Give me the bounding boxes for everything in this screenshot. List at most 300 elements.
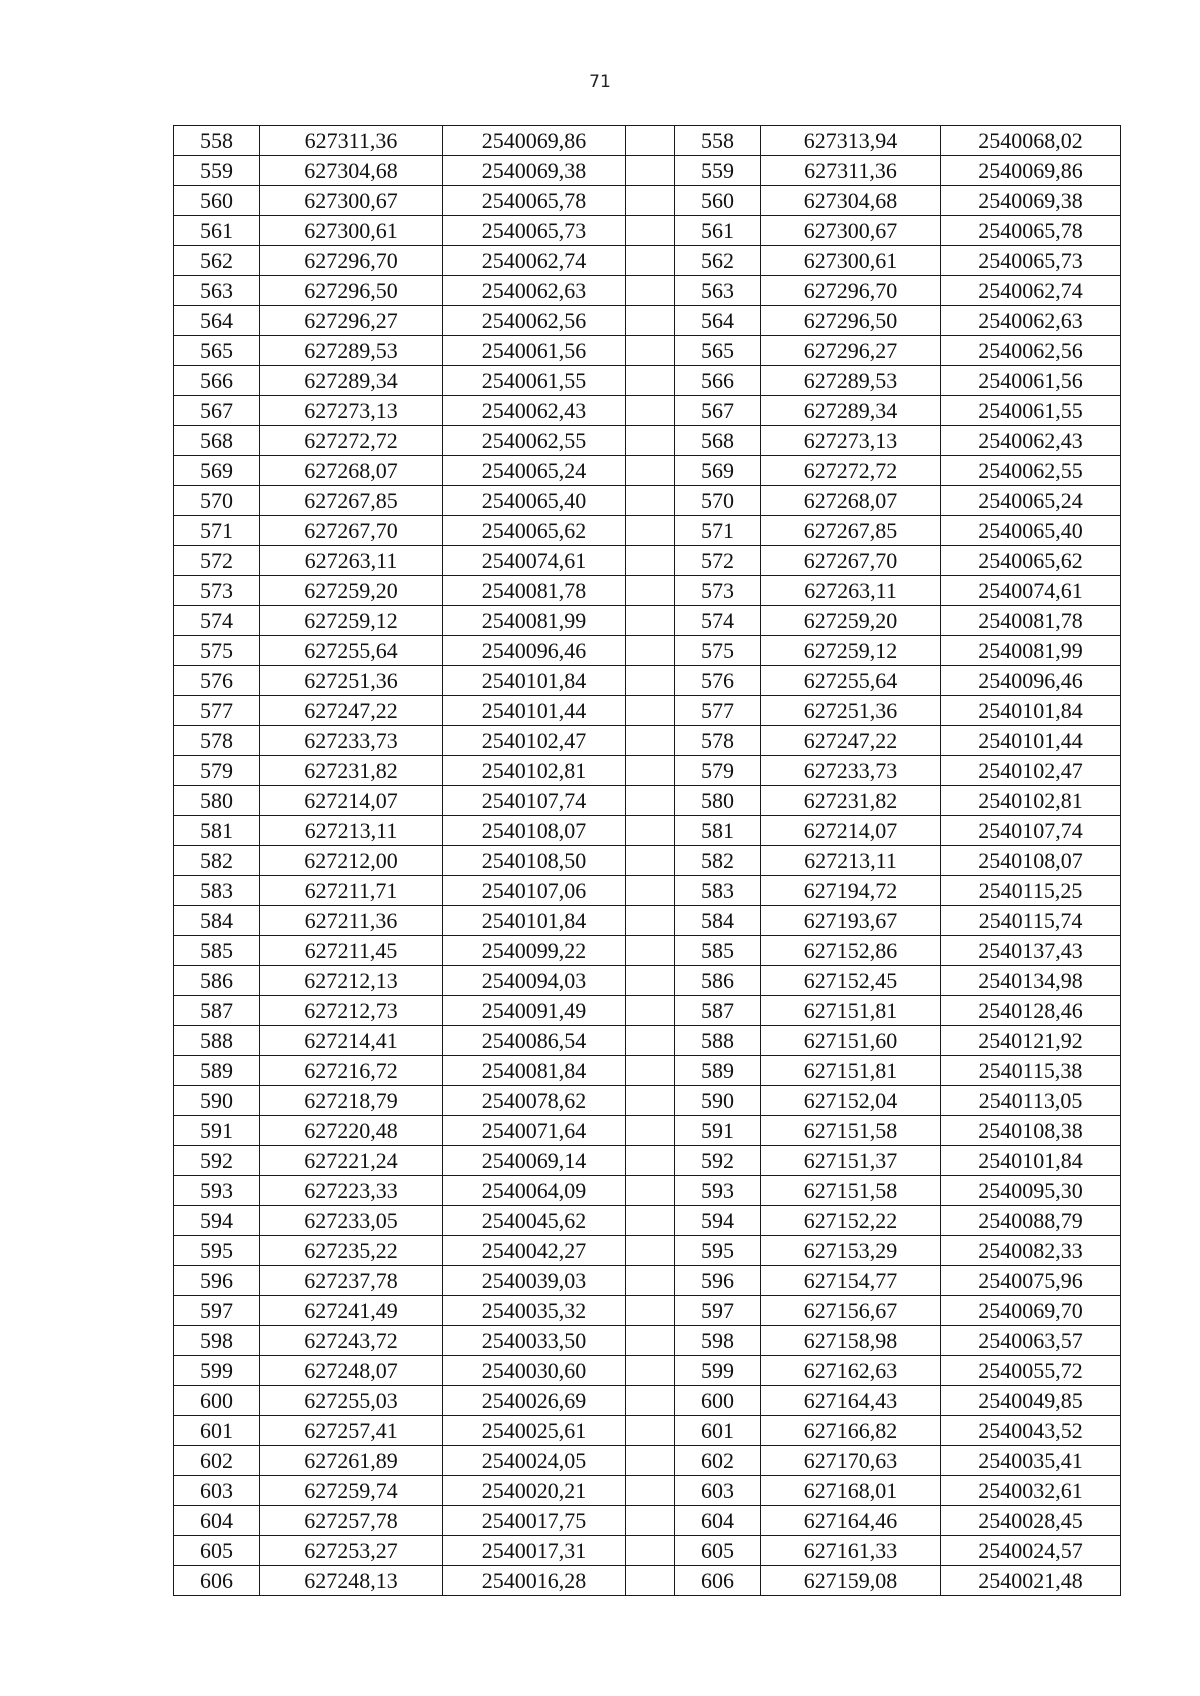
table-cell-x-coordinate: 627289,34 (761, 396, 941, 426)
table-cell-spacer-cell (626, 156, 675, 186)
table-cell-y-coordinate: 2540065,73 (941, 246, 1121, 276)
table-row (174, 786, 1121, 816)
table-cell-x-coordinate: 627152,04 (761, 1086, 941, 1116)
table-cell-y-coordinate: 2540082,33 (941, 1236, 1121, 1266)
table-cell-spacer-cell (626, 336, 675, 366)
table-cell-x-coordinate: 627159,08 (761, 1566, 941, 1596)
table-cell-point-number: 583 (675, 876, 761, 906)
table-row (174, 216, 1121, 246)
table-row (174, 1296, 1121, 1326)
table-cell-x-coordinate: 627300,67 (761, 216, 941, 246)
table-cell-x-coordinate: 627267,85 (260, 486, 443, 516)
table-cell-point-number: 581 (675, 816, 761, 846)
table-cell-y-coordinate: 2540108,50 (443, 846, 626, 876)
table-cell-y-coordinate: 2540043,52 (941, 1416, 1121, 1446)
table-cell-y-coordinate: 2540069,38 (941, 186, 1121, 216)
table-cell-point-number: 587 (675, 996, 761, 1026)
table-cell-point-number: 604 (675, 1506, 761, 1536)
table-cell-point-number: 603 (174, 1476, 260, 1506)
table-cell-spacer-cell (626, 906, 675, 936)
table-cell-y-coordinate: 2540062,55 (443, 426, 626, 456)
table-cell-y-coordinate: 2540102,47 (443, 726, 626, 756)
table-cell-x-coordinate: 627263,11 (260, 546, 443, 576)
table-cell-x-coordinate: 627156,67 (761, 1296, 941, 1326)
table-cell-y-coordinate: 2540042,27 (443, 1236, 626, 1266)
table-cell-x-coordinate: 627216,72 (260, 1056, 443, 1086)
table-cell-y-coordinate: 2540095,30 (941, 1176, 1121, 1206)
table-row (174, 846, 1121, 876)
table-cell-y-coordinate: 2540065,40 (941, 516, 1121, 546)
table-cell-x-coordinate: 627268,07 (260, 456, 443, 486)
table-cell-point-number: 602 (675, 1446, 761, 1476)
table-cell-y-coordinate: 2540081,78 (443, 576, 626, 606)
table-cell-point-number: 571 (675, 516, 761, 546)
table-cell-y-coordinate: 2540101,84 (443, 666, 626, 696)
table-cell-x-coordinate: 627233,05 (260, 1206, 443, 1236)
table-cell-point-number: 595 (675, 1236, 761, 1266)
table-cell-point-number: 576 (675, 666, 761, 696)
table-cell-y-coordinate: 2540115,74 (941, 906, 1121, 936)
table-cell-spacer-cell (626, 186, 675, 216)
table-cell-x-coordinate: 627300,61 (260, 216, 443, 246)
table-row (174, 486, 1121, 516)
table-cell-point-number: 591 (675, 1116, 761, 1146)
table-cell-x-coordinate: 627151,58 (761, 1116, 941, 1146)
table-cell-x-coordinate: 627164,43 (761, 1386, 941, 1416)
table-cell-point-number: 558 (675, 126, 761, 156)
table-cell-point-number: 585 (675, 936, 761, 966)
table-cell-x-coordinate: 627151,58 (761, 1176, 941, 1206)
table-cell-x-coordinate: 627289,53 (260, 336, 443, 366)
table-cell-x-coordinate: 627257,41 (260, 1416, 443, 1446)
table-cell-spacer-cell (626, 666, 675, 696)
table-row (174, 1476, 1121, 1506)
table-cell-spacer-cell (626, 516, 675, 546)
table-cell-point-number: 583 (174, 876, 260, 906)
table-cell-y-coordinate: 2540025,61 (443, 1416, 626, 1446)
table-cell-spacer-cell (626, 306, 675, 336)
table-row (174, 546, 1121, 576)
table-cell-y-coordinate: 2540068,02 (941, 126, 1121, 156)
table-cell-y-coordinate: 2540063,57 (941, 1326, 1121, 1356)
table-cell-point-number: 597 (675, 1296, 761, 1326)
table-cell-point-number: 559 (675, 156, 761, 186)
table-cell-x-coordinate: 627212,00 (260, 846, 443, 876)
table-cell-point-number: 585 (174, 936, 260, 966)
table-cell-spacer-cell (626, 756, 675, 786)
table-cell-x-coordinate: 627152,86 (761, 936, 941, 966)
table-cell-x-coordinate: 627231,82 (761, 786, 941, 816)
table-cell-point-number: 560 (675, 186, 761, 216)
table-row (174, 336, 1121, 366)
table-row (174, 1386, 1121, 1416)
table-row (174, 366, 1121, 396)
table-cell-y-coordinate: 2540065,73 (443, 216, 626, 246)
table-cell-spacer-cell (626, 1476, 675, 1506)
table-cell-y-coordinate: 2540024,57 (941, 1536, 1121, 1566)
table-row (174, 1236, 1121, 1266)
table-cell-x-coordinate: 627152,22 (761, 1206, 941, 1236)
table-cell-point-number: 602 (174, 1446, 260, 1476)
table-cell-y-coordinate: 2540069,70 (941, 1296, 1121, 1326)
table-cell-x-coordinate: 627255,03 (260, 1386, 443, 1416)
table-cell-y-coordinate: 2540069,86 (443, 126, 626, 156)
table-cell-y-coordinate: 2540062,43 (443, 396, 626, 426)
table-cell-y-coordinate: 2540028,45 (941, 1506, 1121, 1536)
table-cell-y-coordinate: 2540086,54 (443, 1026, 626, 1056)
table-cell-spacer-cell (626, 1506, 675, 1536)
table-cell-y-coordinate: 2540039,03 (443, 1266, 626, 1296)
table-cell-point-number: 567 (675, 396, 761, 426)
table-cell-point-number: 578 (675, 726, 761, 756)
table-cell-spacer-cell (626, 936, 675, 966)
table-cell-point-number: 593 (675, 1176, 761, 1206)
table-row (174, 936, 1121, 966)
table-cell-point-number: 592 (174, 1146, 260, 1176)
table-cell-x-coordinate: 627311,36 (761, 156, 941, 186)
table-cell-point-number: 571 (174, 516, 260, 546)
table-cell-point-number: 587 (174, 996, 260, 1026)
table-cell-point-number: 573 (174, 576, 260, 606)
table-cell-point-number: 572 (174, 546, 260, 576)
table-cell-x-coordinate: 627300,61 (761, 246, 941, 276)
table-cell-y-coordinate: 2540134,98 (941, 966, 1121, 996)
table-cell-y-coordinate: 2540069,86 (941, 156, 1121, 186)
table-row (174, 1506, 1121, 1536)
table-row (174, 1326, 1121, 1356)
table-cell-y-coordinate: 2540049,85 (941, 1386, 1121, 1416)
table-cell-point-number: 575 (675, 636, 761, 666)
table-cell-point-number: 586 (675, 966, 761, 996)
table-cell-x-coordinate: 627263,11 (761, 576, 941, 606)
table-row (174, 1356, 1121, 1386)
table-cell-point-number: 584 (675, 906, 761, 936)
table-cell-spacer-cell (626, 606, 675, 636)
table-row (174, 1086, 1121, 1116)
table-cell-point-number: 558 (174, 126, 260, 156)
table-cell-y-coordinate: 2540061,55 (443, 366, 626, 396)
table-cell-point-number: 567 (174, 396, 260, 426)
table-cell-x-coordinate: 627296,27 (761, 336, 941, 366)
table-cell-point-number: 606 (174, 1566, 260, 1596)
table-cell-y-coordinate: 2540016,28 (443, 1566, 626, 1596)
table-cell-x-coordinate: 627273,13 (260, 396, 443, 426)
table-cell-point-number: 588 (174, 1026, 260, 1056)
table-cell-point-number: 596 (675, 1266, 761, 1296)
table-cell-y-coordinate: 2540074,61 (443, 546, 626, 576)
table-cell-point-number: 569 (174, 456, 260, 486)
table-cell-y-coordinate: 2540017,31 (443, 1536, 626, 1566)
table-cell-x-coordinate: 627259,12 (761, 636, 941, 666)
table-cell-y-coordinate: 2540108,07 (941, 846, 1121, 876)
table-row (174, 276, 1121, 306)
table-cell-y-coordinate: 2540128,46 (941, 996, 1121, 1026)
table-cell-y-coordinate: 2540101,84 (941, 1146, 1121, 1176)
table-cell-x-coordinate: 627253,27 (260, 1536, 443, 1566)
table-cell-spacer-cell (626, 246, 675, 276)
table-cell-y-coordinate: 2540065,24 (443, 456, 626, 486)
table-cell-y-coordinate: 2540099,22 (443, 936, 626, 966)
table-row (174, 156, 1121, 186)
table-cell-y-coordinate: 2540061,55 (941, 396, 1121, 426)
table-cell-point-number: 561 (174, 216, 260, 246)
table-cell-point-number: 596 (174, 1266, 260, 1296)
table-cell-y-coordinate: 2540069,14 (443, 1146, 626, 1176)
table-cell-x-coordinate: 627151,81 (761, 996, 941, 1026)
table-cell-point-number: 577 (174, 696, 260, 726)
table-cell-point-number: 562 (174, 246, 260, 276)
table-cell-y-coordinate: 2540064,09 (443, 1176, 626, 1206)
table-cell-x-coordinate: 627218,79 (260, 1086, 443, 1116)
table-cell-point-number: 569 (675, 456, 761, 486)
table-cell-x-coordinate: 627296,50 (761, 306, 941, 336)
table-cell-x-coordinate: 627164,46 (761, 1506, 941, 1536)
table-cell-point-number: 599 (675, 1356, 761, 1386)
table-cell-x-coordinate: 627304,68 (761, 186, 941, 216)
table-cell-point-number: 603 (675, 1476, 761, 1506)
table-cell-spacer-cell (626, 456, 675, 486)
table-cell-point-number: 605 (675, 1536, 761, 1566)
table-cell-point-number: 563 (675, 276, 761, 306)
table-cell-y-coordinate: 2540108,38 (941, 1116, 1121, 1146)
table-cell-x-coordinate: 627151,37 (761, 1146, 941, 1176)
table-cell-x-coordinate: 627259,20 (260, 576, 443, 606)
table-cell-y-coordinate: 2540045,62 (443, 1206, 626, 1236)
table-cell-spacer-cell (626, 966, 675, 996)
table-cell-point-number: 588 (675, 1026, 761, 1056)
table-cell-x-coordinate: 627289,53 (761, 366, 941, 396)
table-cell-x-coordinate: 627214,41 (260, 1026, 443, 1056)
table-cell-point-number: 564 (174, 306, 260, 336)
table-cell-y-coordinate: 2540101,84 (443, 906, 626, 936)
table-cell-y-coordinate: 2540081,99 (443, 606, 626, 636)
table-row (174, 396, 1121, 426)
table-cell-y-coordinate: 2540065,40 (443, 486, 626, 516)
table-cell-x-coordinate: 627267,70 (761, 546, 941, 576)
table-cell-x-coordinate: 627153,29 (761, 1236, 941, 1266)
table-cell-x-coordinate: 627161,33 (761, 1536, 941, 1566)
table-cell-point-number: 579 (174, 756, 260, 786)
table-cell-y-coordinate: 2540137,43 (941, 936, 1121, 966)
table-cell-point-number: 580 (174, 786, 260, 816)
table-cell-x-coordinate: 627311,36 (260, 126, 443, 156)
table-cell-point-number: 594 (174, 1206, 260, 1236)
table-cell-y-coordinate: 2540020,21 (443, 1476, 626, 1506)
table-cell-spacer-cell (626, 1446, 675, 1476)
table-row (174, 1116, 1121, 1146)
table-cell-spacer-cell (626, 1116, 675, 1146)
table-cell-y-coordinate: 2540021,48 (941, 1566, 1121, 1596)
table-cell-x-coordinate: 627152,45 (761, 966, 941, 996)
table-cell-point-number: 590 (174, 1086, 260, 1116)
table-cell-y-coordinate: 2540062,55 (941, 456, 1121, 486)
table-cell-point-number: 559 (174, 156, 260, 186)
table-cell-point-number: 601 (675, 1416, 761, 1446)
table-cell-y-coordinate: 2540062,56 (443, 306, 626, 336)
table-cell-x-coordinate: 627259,74 (260, 1476, 443, 1506)
table-cell-x-coordinate: 627214,07 (260, 786, 443, 816)
table-cell-x-coordinate: 627193,67 (761, 906, 941, 936)
table-cell-spacer-cell (626, 216, 675, 246)
table-row (174, 576, 1121, 606)
table-cell-point-number: 604 (174, 1506, 260, 1536)
table-cell-x-coordinate: 627170,63 (761, 1446, 941, 1476)
table-cell-point-number: 560 (174, 186, 260, 216)
table-cell-spacer-cell (626, 996, 675, 1026)
table-cell-y-coordinate: 2540065,78 (941, 216, 1121, 246)
table-cell-x-coordinate: 627241,49 (260, 1296, 443, 1326)
table-row (174, 696, 1121, 726)
table-cell-x-coordinate: 627247,22 (260, 696, 443, 726)
table-cell-spacer-cell (626, 1566, 675, 1596)
table-cell-y-coordinate: 2540062,74 (941, 276, 1121, 306)
table-cell-x-coordinate: 627212,13 (260, 966, 443, 996)
table-cell-spacer-cell (626, 1356, 675, 1386)
table-cell-x-coordinate: 627223,33 (260, 1176, 443, 1206)
table-row (174, 1266, 1121, 1296)
table-cell-spacer-cell (626, 1326, 675, 1356)
table-cell-x-coordinate: 627233,73 (761, 756, 941, 786)
table-row (174, 186, 1121, 216)
table-cell-y-coordinate: 2540024,05 (443, 1446, 626, 1476)
table-cell-spacer-cell (626, 426, 675, 456)
table-cell-x-coordinate: 627211,45 (260, 936, 443, 966)
table-cell-spacer-cell (626, 876, 675, 906)
table-row (174, 636, 1121, 666)
table-cell-y-coordinate: 2540081,84 (443, 1056, 626, 1086)
table-cell-spacer-cell (626, 1236, 675, 1266)
table-cell-y-coordinate: 2540101,84 (941, 696, 1121, 726)
table-row (174, 1206, 1121, 1236)
table-row (174, 876, 1121, 906)
table-cell-y-coordinate: 2540061,56 (443, 336, 626, 366)
table-cell-spacer-cell (626, 786, 675, 816)
table-cell-y-coordinate: 2540071,64 (443, 1116, 626, 1146)
table-cell-y-coordinate: 2540107,06 (443, 876, 626, 906)
table-cell-point-number: 568 (174, 426, 260, 456)
table-cell-y-coordinate: 2540094,03 (443, 966, 626, 996)
table-cell-x-coordinate: 627151,81 (761, 1056, 941, 1086)
table-cell-point-number: 582 (174, 846, 260, 876)
table-cell-x-coordinate: 627158,98 (761, 1326, 941, 1356)
table-cell-point-number: 598 (174, 1326, 260, 1356)
table-row (174, 906, 1121, 936)
table-row (174, 306, 1121, 336)
table-cell-spacer-cell (626, 636, 675, 666)
table-row (174, 1536, 1121, 1566)
table-cell-x-coordinate: 627194,72 (761, 876, 941, 906)
table-cell-point-number: 574 (174, 606, 260, 636)
table-row (174, 666, 1121, 696)
table-cell-spacer-cell (626, 276, 675, 306)
table-cell-x-coordinate: 627268,07 (761, 486, 941, 516)
table-cell-x-coordinate: 627231,82 (260, 756, 443, 786)
table-cell-y-coordinate: 2540081,78 (941, 606, 1121, 636)
table-row (174, 516, 1121, 546)
table-cell-x-coordinate: 627296,50 (260, 276, 443, 306)
table-cell-x-coordinate: 627261,89 (260, 1446, 443, 1476)
table-cell-spacer-cell (626, 726, 675, 756)
table-cell-spacer-cell (626, 1266, 675, 1296)
table-cell-point-number: 582 (675, 846, 761, 876)
table-cell-y-coordinate: 2540113,05 (941, 1086, 1121, 1116)
table-cell-y-coordinate: 2540115,25 (941, 876, 1121, 906)
coordinates-table (173, 125, 1121, 1596)
table-cell-x-coordinate: 627248,13 (260, 1566, 443, 1596)
table-cell-spacer-cell (626, 1536, 675, 1566)
table-cell-point-number: 573 (675, 576, 761, 606)
table-cell-y-coordinate: 2540107,74 (941, 816, 1121, 846)
table-cell-spacer-cell (626, 1026, 675, 1056)
table-cell-y-coordinate: 2540096,46 (941, 666, 1121, 696)
table-cell-y-coordinate: 2540062,56 (941, 336, 1121, 366)
table-cell-point-number: 572 (675, 546, 761, 576)
table-cell-point-number: 600 (174, 1386, 260, 1416)
table-cell-y-coordinate: 2540074,61 (941, 576, 1121, 606)
table-cell-spacer-cell (626, 1206, 675, 1236)
table-cell-point-number: 570 (675, 486, 761, 516)
table-cell-y-coordinate: 2540065,62 (443, 516, 626, 546)
table-cell-spacer-cell (626, 396, 675, 426)
table-cell-x-coordinate: 627166,82 (761, 1416, 941, 1446)
table-cell-point-number: 566 (675, 366, 761, 396)
table-cell-point-number: 561 (675, 216, 761, 246)
table-cell-x-coordinate: 627233,73 (260, 726, 443, 756)
table-cell-y-coordinate: 2540033,50 (443, 1326, 626, 1356)
table-row (174, 1416, 1121, 1446)
table-cell-x-coordinate: 627220,48 (260, 1116, 443, 1146)
table-cell-point-number: 589 (174, 1056, 260, 1086)
table-row (174, 996, 1121, 1026)
table-cell-x-coordinate: 627267,85 (761, 516, 941, 546)
table-cell-point-number: 600 (675, 1386, 761, 1416)
table-row (174, 246, 1121, 276)
table-cell-y-coordinate: 2540102,47 (941, 756, 1121, 786)
table-cell-x-coordinate: 627313,94 (761, 126, 941, 156)
table-cell-x-coordinate: 627272,72 (260, 426, 443, 456)
table-cell-x-coordinate: 627151,60 (761, 1026, 941, 1056)
table-cell-spacer-cell (626, 1056, 675, 1086)
table-cell-point-number: 597 (174, 1296, 260, 1326)
table-cell-x-coordinate: 627213,11 (761, 846, 941, 876)
table-cell-x-coordinate: 627251,36 (761, 696, 941, 726)
table-row (174, 726, 1121, 756)
table-cell-y-coordinate: 2540096,46 (443, 636, 626, 666)
table-cell-point-number: 579 (675, 756, 761, 786)
table-cell-point-number: 564 (675, 306, 761, 336)
table-cell-x-coordinate: 627235,22 (260, 1236, 443, 1266)
table-cell-x-coordinate: 627154,77 (761, 1266, 941, 1296)
table-cell-spacer-cell (626, 366, 675, 396)
table-cell-point-number: 605 (174, 1536, 260, 1566)
table-cell-y-coordinate: 2540065,78 (443, 186, 626, 216)
table-cell-point-number: 594 (675, 1206, 761, 1236)
table-cell-x-coordinate: 627300,67 (260, 186, 443, 216)
table-cell-x-coordinate: 627272,72 (761, 456, 941, 486)
table-cell-x-coordinate: 627251,36 (260, 666, 443, 696)
table-row (174, 1146, 1121, 1176)
table-cell-y-coordinate: 2540107,74 (443, 786, 626, 816)
table-cell-spacer-cell (626, 846, 675, 876)
table-cell-x-coordinate: 627304,68 (260, 156, 443, 186)
table-cell-y-coordinate: 2540017,75 (443, 1506, 626, 1536)
table-cell-y-coordinate: 2540061,56 (941, 366, 1121, 396)
table-cell-y-coordinate: 2540030,60 (443, 1356, 626, 1386)
table-cell-x-coordinate: 627162,63 (761, 1356, 941, 1386)
table-cell-y-coordinate: 2540065,24 (941, 486, 1121, 516)
table-cell-point-number: 565 (675, 336, 761, 366)
table-cell-y-coordinate: 2540062,63 (443, 276, 626, 306)
